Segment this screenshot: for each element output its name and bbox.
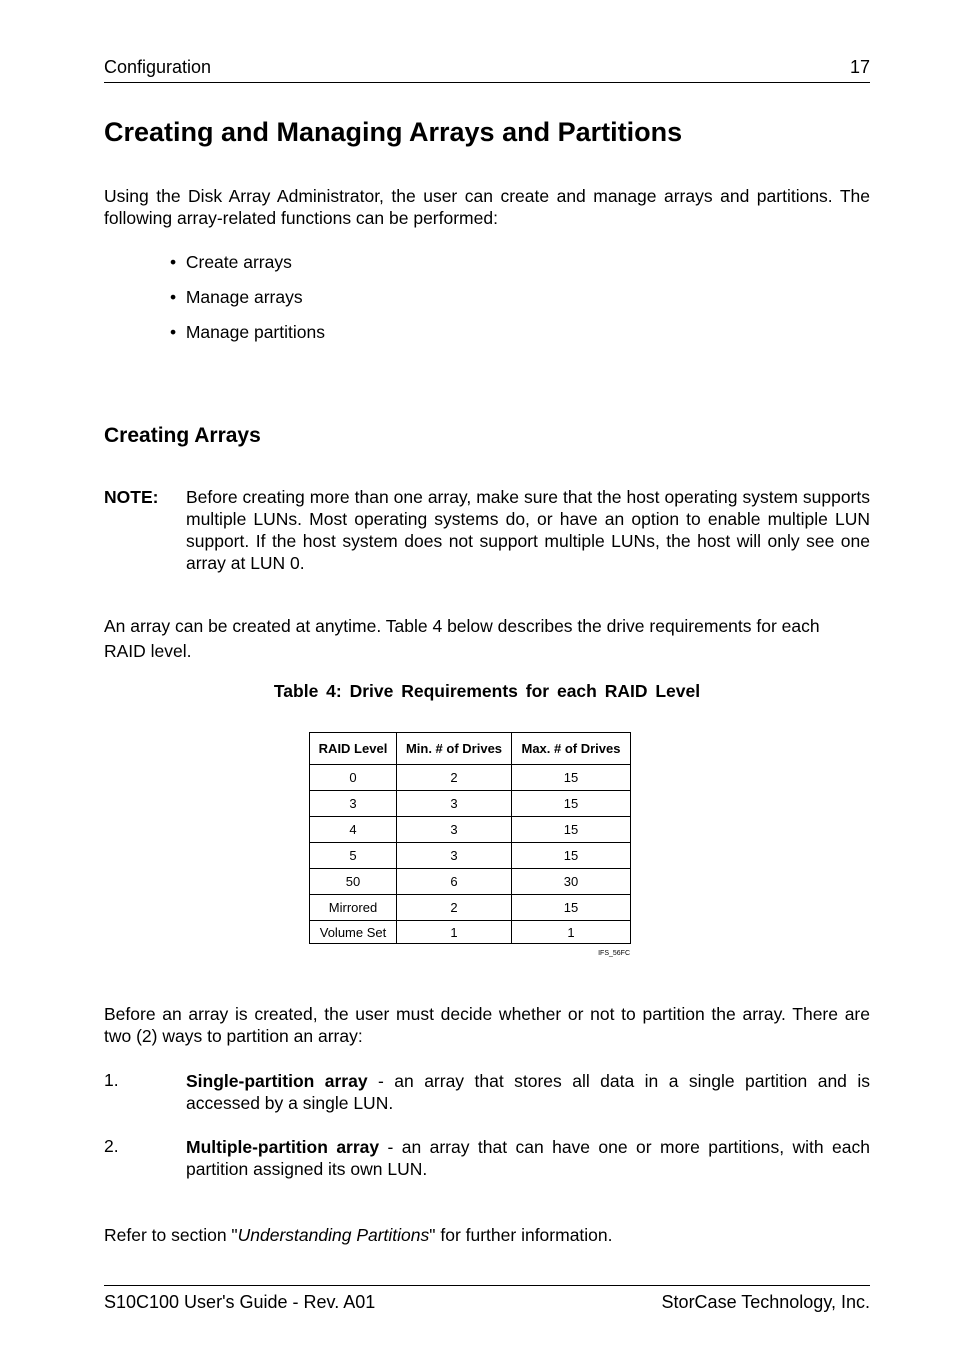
refer-line xyxy=(104,1225,613,1246)
min-drives-cell: 2 xyxy=(397,765,512,791)
list-item-label: Manage arrays xyxy=(185,287,303,307)
min-drives-cell: 3 xyxy=(397,817,512,843)
footer-company: StorCase Technology, Inc. xyxy=(661,1292,870,1312)
intro-paragraph: Using the Disk Array Administrator, the user can create and manage arrays and partitions. The following array-related functions can be performed: xyxy=(104,186,870,228)
table-row xyxy=(310,869,631,895)
table-row xyxy=(310,791,631,817)
list-item xyxy=(186,1070,870,1114)
min-drives-cell: 2 xyxy=(397,895,512,921)
refer-prefix: Refer to section " xyxy=(104,1225,238,1245)
footer-document-title: S10C100 User's Guide - Rev. A01 xyxy=(104,1292,376,1312)
list-item xyxy=(186,1136,870,1180)
max-drives-cell: 1 xyxy=(512,921,631,944)
table-header-row xyxy=(310,733,631,765)
page-title: Creating and Managing Arrays and Partitions xyxy=(104,117,683,147)
max-drives-cell: 15 xyxy=(512,765,631,791)
max-drives-cell: 15 xyxy=(512,843,631,869)
column-header: RAID Level xyxy=(310,733,397,765)
max-drives-cell: 15 xyxy=(512,895,631,921)
min-drives-cell: 6 xyxy=(397,869,512,895)
term-description: - an array that stores all data in a single partition and is accessed by a single LUN. xyxy=(186,1071,870,1113)
list-item-label: Manage partitions xyxy=(185,322,325,342)
term: Multiple-partition array xyxy=(186,1137,380,1157)
partition-intro-paragraph: Before an array is created, the user must decide whether or not to partition the array. There are two (2) ways to partition an array: xyxy=(104,1004,870,1046)
array-paragraph-line2: RAID level. xyxy=(104,641,192,661)
raid-level-cell: 4 xyxy=(310,817,397,843)
raid-level-cell: Volume Set xyxy=(310,921,397,944)
list-item: • Create arrays xyxy=(170,252,292,272)
table-row xyxy=(310,895,631,921)
term: Single-partition array xyxy=(186,1071,368,1091)
list-number: 2. xyxy=(104,1136,119,1156)
column-header: Max. # of Drives xyxy=(512,733,631,765)
refer-suffix: " for further information. xyxy=(429,1225,613,1245)
max-drives-cell: 30 xyxy=(512,869,631,895)
table-row xyxy=(310,817,631,843)
list-item: • Manage arrays xyxy=(170,287,303,307)
note-label: NOTE: xyxy=(104,487,159,507)
list-number: 1. xyxy=(104,1070,119,1090)
raid-level-cell: 5 xyxy=(310,843,397,869)
max-drives-cell: 15 xyxy=(512,817,631,843)
figure-id: IFS_56FC xyxy=(598,950,630,957)
column-header: Min. # of Drives xyxy=(397,733,512,765)
page-number: 17 xyxy=(849,57,870,77)
min-drives-cell: 3 xyxy=(397,843,512,869)
footer-rule xyxy=(104,1285,870,1286)
table-row xyxy=(310,843,631,869)
section-reference: Understanding Partitions xyxy=(237,1225,430,1245)
list-item-label: Create arrays xyxy=(185,252,292,272)
min-drives-cell: 3 xyxy=(397,791,512,817)
header-rule xyxy=(104,82,870,83)
max-drives-cell: 15 xyxy=(512,791,631,817)
array-paragraph-line1: An array can be created at anytime. Table 4 below describes the drive requirements for each xyxy=(104,616,820,636)
min-drives-cell: 1 xyxy=(397,921,512,944)
table-row xyxy=(310,921,631,944)
section-heading: Creating Arrays xyxy=(104,424,261,447)
raid-level-cell: 3 xyxy=(310,791,397,817)
table-caption: Table 4: Drive Requirements for each RAID Level xyxy=(273,681,701,701)
running-header-section: Configuration xyxy=(104,57,212,77)
term-description: - an array that can have one or more partitions, with each partition assigned its own LUN. xyxy=(186,1137,870,1179)
list-item: • Manage partitions xyxy=(170,322,325,342)
raid-level-cell: 0 xyxy=(310,765,397,791)
raid-level-cell: 50 xyxy=(310,869,397,895)
note-text: Before creating more than one array, make sure that the host operating system supports multiple LUNs. Most operating systems do, or have an option to enable multiple LUN support. If the host system does not support multiple LUNs, the host will only see one array at LUN 0. xyxy=(186,487,870,573)
drive-requirements-table xyxy=(309,732,631,944)
table-row xyxy=(310,765,631,791)
raid-level-cell: Mirrored xyxy=(310,895,397,921)
